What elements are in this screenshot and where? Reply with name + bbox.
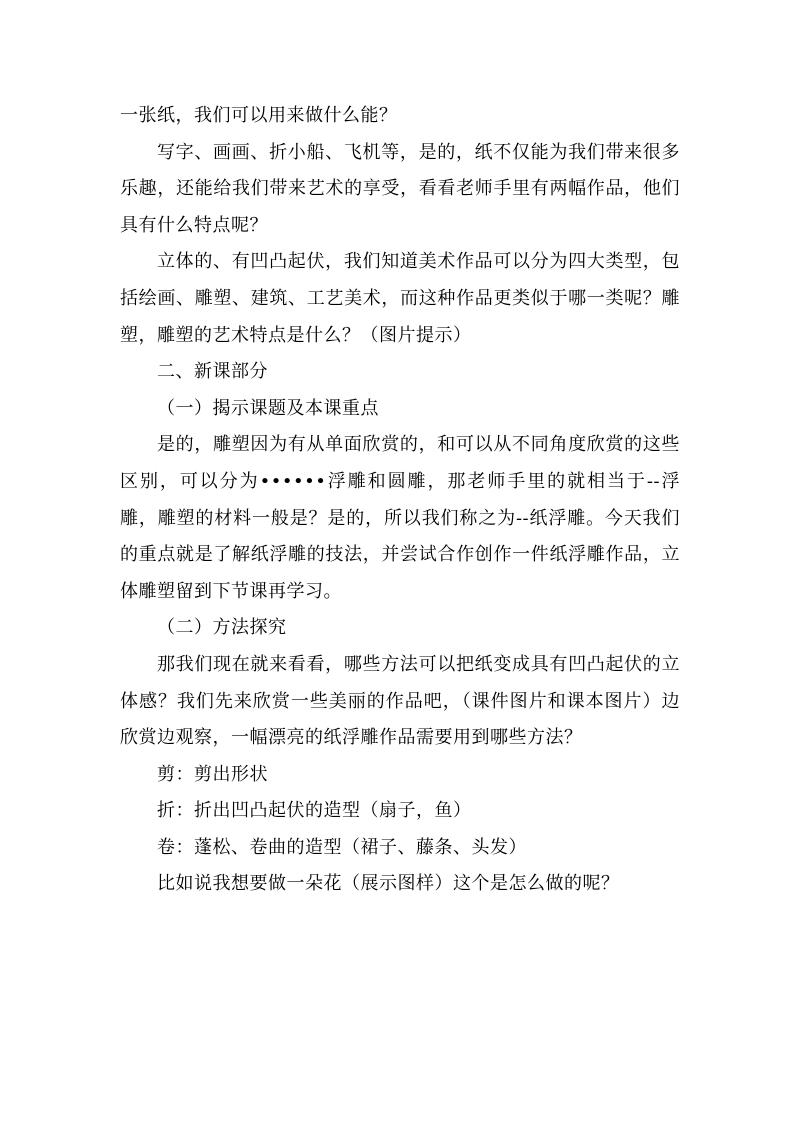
- method-fold: 折：折出凹凸起伏的造型（扇子，鱼）: [157, 800, 472, 822]
- paragraph-3: 立体的、有凹凸起伏，我们知道美术作品可以分为四大类型，包括绘画、雕塑、建筑、工艺美术，而这种作品更类似于哪一类呢？雕塑，雕塑的艺术特点是什么？（图片提示）: [120, 251, 680, 346]
- document-body: [120, 98, 680, 903]
- subheading-2: （二）方法探究: [157, 617, 287, 639]
- paragraph-1: 一张纸，我们可以用来做什么能？: [120, 105, 398, 126]
- paragraph-6: 比如说我想要做一朵花（展示图样）这个是怎么做的呢？: [157, 873, 620, 895]
- paragraph-5: 那我们现在就来看看，哪些方法可以把纸变成具有凹凸起伏的立体感？我们先来欣赏一些美丽的作品吧，（课件图片和课本图片）边欣赏边观察，一幅漂亮的纸浮雕作品需要用到哪些方法？: [120, 653, 680, 749]
- method-roll: 卷：蓬松、卷曲的造型（裙子、藤条、头发）: [157, 836, 527, 858]
- paragraph-2: 写字、画画、折小船、飞机等，是的，纸不仅能为我们带来很多乐趣，还能给我们带来艺术的享受，看看老师手里有两幅作品，他们具有什么特点呢？: [120, 141, 680, 236]
- section-heading-new-lesson: 二、新课部分: [157, 361, 268, 383]
- method-cut: 剪：剪出形状: [157, 763, 268, 785]
- subheading-1: （一）揭示课题及本课重点: [157, 397, 379, 419]
- paragraph-4: 是的，雕塑因为有从单面欣赏的，和可以从不同角度欣赏的这些区别，可以分为••••••浮雕和圆雕，那老师手里的就相当于--浮雕，雕塑的材料一般是？是的，所以我们称之为--纸浮雕。今天我们的重点就是了解纸浮雕的技法，并尝试合作创作一件纸浮雕作品，立体雕塑留到下节课再学习。: [120, 434, 680, 602]
